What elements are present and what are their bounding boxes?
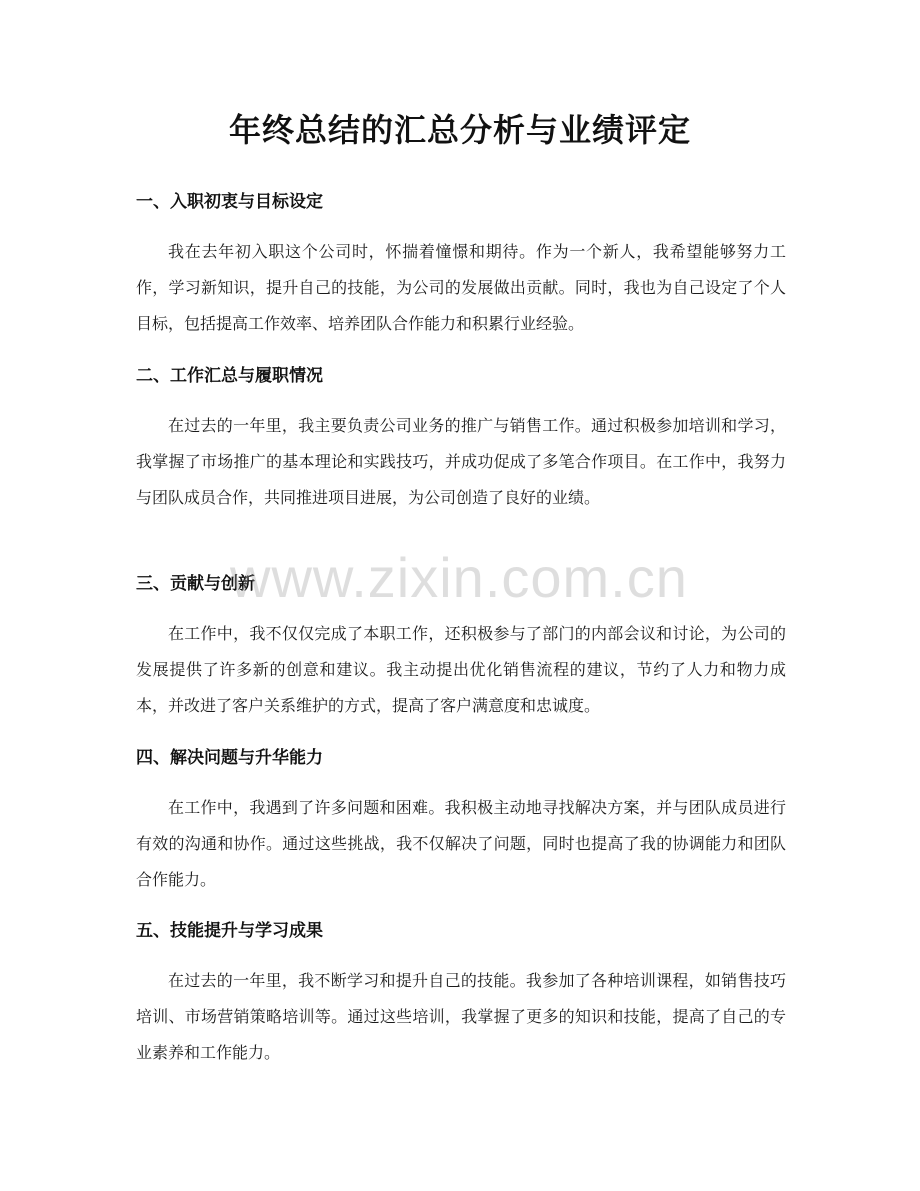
watermark: www.zixin.com.cn: [230, 546, 688, 609]
section-paragraph-5: 在过去的一年里，我不断学习和提升自己的技能。我参加了各种培训课程，如销售技巧培训、市场营销策略培训等。通过这些培训，我掌握了更多的知识和技能，提高了自己的专业素养和工作能力。: [136, 971, 786, 1062]
section-heading-4: 四、解决问题与升华能力: [136, 748, 323, 768]
section-paragraph-4: 在工作中，我遇到了许多问题和困难。我积极主动地寻找解决方案，并与团队成员进行有效的沟通和协作。通过这些挑战，我不仅解决了问题，同时也提高了我的协调能力和团队合作能力。: [136, 798, 786, 889]
page-title: 年终总结的汇总分析与业绩评定: [228, 111, 691, 149]
section-heading-2: 二、工作汇总与履职情况: [136, 366, 323, 386]
section-paragraph-2: 在过去的一年里，我主要负责公司业务的推广与销售工作。通过积极参加培训和学习，我掌握了市场推广的基本理论和实践技巧，并成功促成了多笔合作项目。在工作中，我努力与团队成员合作，共同推进项目进展，为公司创造了良好的业绩。: [136, 416, 786, 507]
section-paragraph-1: 我在去年初入职这个公司时，怀揣着憧憬和期待。作为一个新人，我希望能够努力工作，学习新知识，提升自己的技能，为公司的发展做出贡献。同时，我也为自己设定了个人目标，包括提高工作效率、培养团队合作能力和积累行业经验。: [136, 242, 786, 333]
section-heading-3: 三、贡献与创新: [136, 574, 255, 594]
section-heading-5: 五、技能提升与学习成果: [136, 921, 323, 941]
section-heading-1: 一、入职初衷与目标设定: [136, 192, 323, 212]
section-paragraph-3: 在工作中，我不仅仅完成了本职工作，还积极参与了部门的内部会议和讨论，为公司的发展提供了许多新的创意和建议。我主动提出优化销售流程的建议，节约了人力和物力成本，并改进了客户关系维护的方式，提高了客户满意度和忠诚度。: [136, 624, 786, 715]
